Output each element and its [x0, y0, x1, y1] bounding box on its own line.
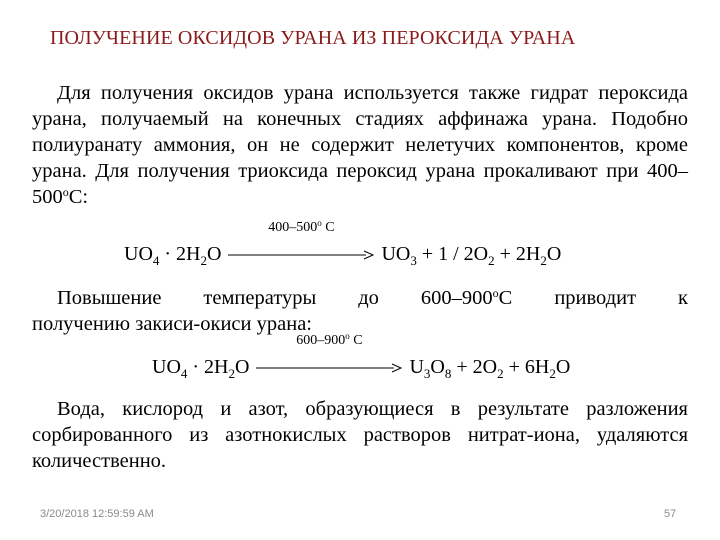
paragraph-2-line-1	[32, 285, 688, 311]
eq2-condition-range: 600–900	[296, 332, 346, 348]
slide-title: ПОЛУЧЕНИЕ ОКСИДОВ УРАНА ИЗ ПЕРОКСИДА УРАНА	[50, 27, 576, 49]
equation-2	[152, 330, 571, 381]
eq1-product-b: + 1 / 2O	[416, 243, 489, 265]
eq1-product-c-tail: O	[546, 243, 562, 265]
eq1-dot-water: · 2H	[159, 243, 201, 265]
eq2-condition-unit: C	[349, 332, 363, 348]
eq2-reactant: UO	[152, 356, 181, 378]
paragraph-3-text: Вода, кислород и азот, образующиеся в результате разложения сорбированного из азотнокислых растворов нитрат-иона, удаляются количественно.	[32, 398, 688, 472]
eq2-product-a-mid: O	[430, 356, 445, 378]
eq2-product-a-sub2: 8	[444, 366, 452, 381]
eq1-water-tail: O	[207, 243, 222, 265]
eq1-arrow	[226, 217, 376, 267]
paragraph-3	[32, 396, 688, 474]
eq1-condition-degree: o	[317, 217, 322, 228]
eq2-product-c: + 6H	[503, 356, 550, 378]
page-number: 57	[664, 508, 677, 520]
paragraph-1	[32, 80, 688, 210]
footer-date: 3/20/2018 12:59:59 AM	[40, 508, 154, 520]
right-arrow-icon	[226, 249, 376, 261]
eq2-product-c-tail: O	[555, 356, 571, 378]
eq2-product-c-sub: 2	[549, 366, 556, 381]
paragraph-1-tail: С:	[68, 186, 89, 208]
degree-mark: o	[492, 286, 499, 300]
eq2-product-b-sub: 2	[497, 366, 504, 381]
eq1-product-a: UO	[381, 243, 411, 265]
eq1-reactant: UO	[124, 243, 153, 265]
eq2-product-b: + 2O	[451, 356, 498, 378]
paragraph-2-end: С приводит к	[498, 287, 688, 309]
paragraph-1-text: Для получения оксидов урана используется также гидрат пероксида урана, получаемый на конечных стадиях аффинажа урана. Подобно полиуранату аммония, он не содержит нелетучих компонентов, кроме урана. Для получения триоксида пероксид урана прокаливают при 400–500	[32, 82, 688, 208]
eq2-arrow	[254, 330, 404, 380]
eq1-product-a-sub: 3	[410, 253, 417, 268]
eq1-water-sub: 2	[200, 253, 207, 268]
eq1-product-c: + 2H	[494, 243, 541, 265]
eq1-condition	[226, 217, 376, 236]
eq2-dot-water: · 2H	[187, 356, 229, 378]
paragraph-2-start: Повышение температуры до 600–900	[57, 287, 493, 309]
eq2-condition	[254, 330, 404, 349]
eq2-product-a: U	[409, 356, 424, 378]
eq1-condition-range: 400–500	[268, 219, 318, 235]
degree-mark: o	[62, 185, 69, 199]
equation-1	[124, 217, 562, 268]
eq1-reactant-sub: 4	[152, 253, 160, 268]
eq2-water-tail: O	[235, 356, 250, 378]
eq2-water-sub: 2	[228, 366, 235, 381]
eq1-product-c-sub: 2	[540, 253, 547, 268]
eq2-reactant-sub: 4	[180, 366, 188, 381]
eq1-condition-unit: C	[321, 219, 335, 235]
eq2-product-a-sub1: 3	[423, 366, 431, 381]
right-arrow-icon	[254, 362, 404, 374]
eq2-condition-degree: o	[345, 330, 350, 341]
paragraph-2	[32, 285, 688, 337]
eq1-product-b-sub: 2	[488, 253, 495, 268]
paragraph-2-line-2: получению закиси-окиси урана:	[32, 313, 312, 335]
